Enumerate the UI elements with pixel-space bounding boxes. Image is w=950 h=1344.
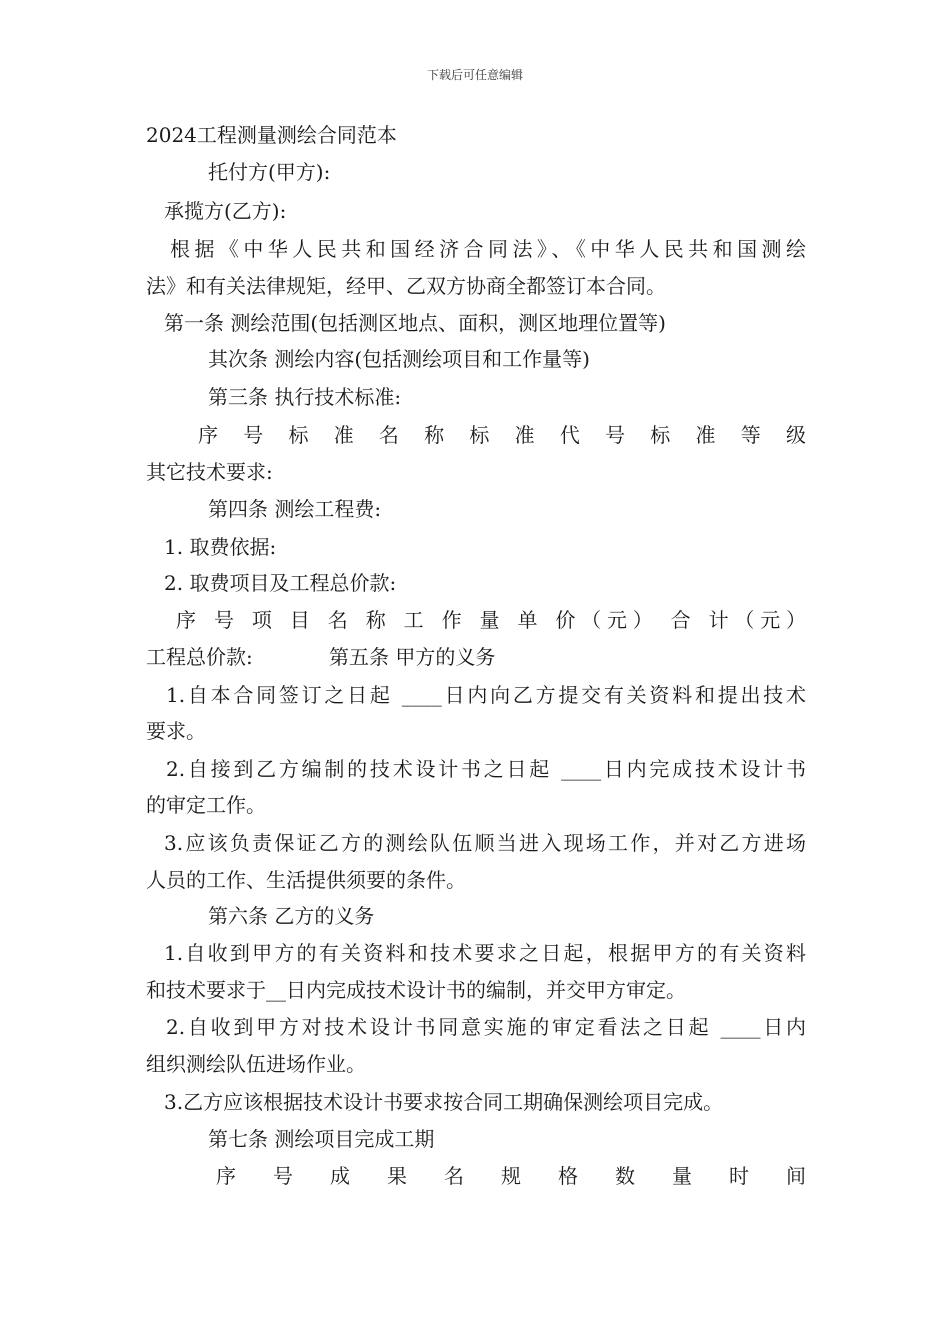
other-technical-requirements: 其它技术要求: xyxy=(146,460,273,484)
party-a-line: 托付方(甲方): xyxy=(208,160,331,184)
article-5-item-1-line-1: 1.自本合同签订之日起 ____日内向乙方提交有关资料和提出技术 xyxy=(166,683,806,707)
article-5-item-3-line-1: 3.应该负责保证乙方的测绘队伍顺当进入现场工作，并对乙方进场 xyxy=(164,831,806,855)
article-6-item-1-line-1: 1.自收到甲方的有关资料和技术要求之日起，根据甲方的有关资料 xyxy=(164,941,806,965)
article-6-item-2-line-2: 组织测绘队伍进场作业。 xyxy=(146,1052,366,1076)
article-6-item-3: 3.乙方应该根据技术设计书要求按合同工期确保测绘项目完成。 xyxy=(164,1090,724,1114)
total-price-and-article-5: 工程总价款: 第五条 甲方的义务 xyxy=(146,645,496,669)
article-2: 其次条 测绘内容(包括测绘项目和工作量等) xyxy=(208,347,590,371)
article-4-item-1: 1. 取费依据: xyxy=(164,535,277,559)
article-5-item-1-line-2: 要求。 xyxy=(146,719,206,743)
article-6-item-2-line-1: 2.自收到甲方对技术设计书同意实施的审定看法之日起 ____日内 xyxy=(166,1015,806,1039)
article-5-item-2-line-1: 2.自接到乙方编制的技术设计书之日起 ____日内完成技术设计书 xyxy=(166,757,806,781)
preamble-line-1: 根据《中华人民共和国经济合同法》、《中华人民共和国测绘 xyxy=(170,237,806,261)
document-title: 2024工程测量测绘合同范本 xyxy=(146,123,397,147)
article-6-item-1-line-2: 和技术要求于__日内完成技术设计书的编制，并交甲方审定。 xyxy=(146,978,686,1002)
standards-table-header: 序 号 标 准 名 称 标 准 代 号 标 准 等 级 xyxy=(198,423,806,447)
fee-table-header: 序 号 项 目 名 称 工 作 量 单 价（元） 合 计（元） xyxy=(176,608,806,632)
article-4: 第四条 测绘工程费: xyxy=(208,497,382,521)
article-7: 第七条 测绘项目完成工期 xyxy=(208,1127,435,1151)
article-5-item-3-line-2: 人员的工作、生活提供须要的条件。 xyxy=(146,868,466,892)
article-1: 第一条 测绘范围(包括测区地点、面积，测区地理位置等) xyxy=(164,311,666,335)
preamble-line-2: 法》和有关法律规矩，经甲、乙双方协商全都签订本合同。 xyxy=(146,274,666,298)
article-3: 第三条 执行技术标准: xyxy=(208,385,402,409)
schedule-table-header: 序 号 成 果 名 规 格 数 量 时 间 xyxy=(216,1164,806,1188)
article-6: 第六条 乙方的义务 xyxy=(208,904,375,928)
article-4-item-2: 2. 取费项目及工程总价款: xyxy=(164,571,397,595)
page-header: 下载后可任意编辑 xyxy=(426,68,523,82)
article-5-item-2-line-2: 的审定工作。 xyxy=(146,793,266,817)
party-b-line: 承揽方(乙方): xyxy=(164,199,287,223)
